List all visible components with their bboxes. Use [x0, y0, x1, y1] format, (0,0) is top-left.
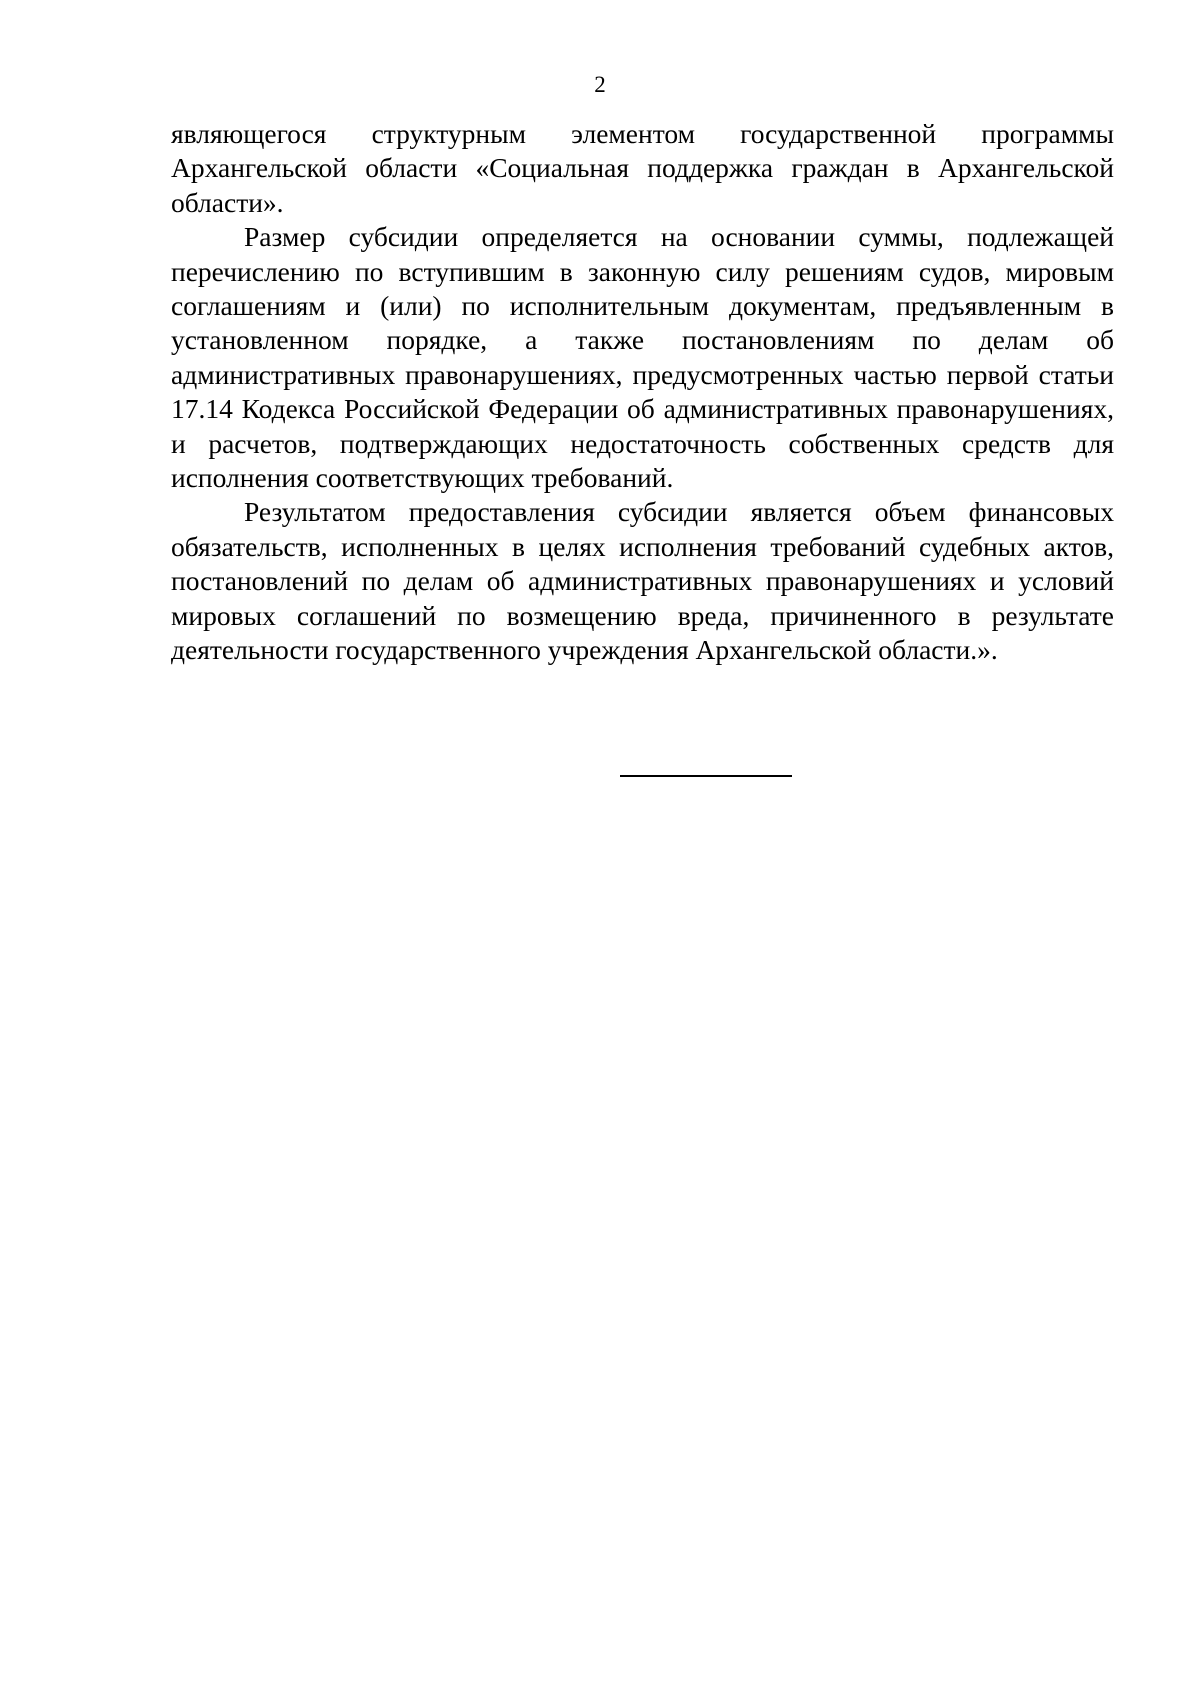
- paragraph-subsidy-amount: Размер субсидии определяется на основании суммы, подлежащей перечислению по вступившим в законную силу решениям судов, мировым соглашениям и (или) по исполнительным документам, предъявленным в установленном порядке, а также постановлениям по делам об административных правонарушениях, предусмотренных частью первой статьи 17.14 Кодекса Российской Федерации об административных правонарушениях, и расчетов, подтверждающих недостаточность собственных средств для исполнения соответствующих требований.: [171, 221, 1114, 494]
- paragraph-subsidy-result: Результатом предоставления субсидии является объем финансовых обязательств, исполненных в целях исполнения требований судебных актов, постановлений по делам об административных правонарушениях и условий мировых соглашений по возмещению вреда, причиненного в результате деятельности государственного учреждения Архангельской области.».: [171, 496, 1114, 666]
- paragraph-continuation: являющегося структурным элементом государственной программы Архангельской области «Социальная поддержка граждан в Архангельской области».: [171, 118, 1114, 218]
- document-body: [171, 117, 1114, 668]
- page-number: 2: [594, 72, 606, 97]
- closing-divider: [620, 775, 792, 777]
